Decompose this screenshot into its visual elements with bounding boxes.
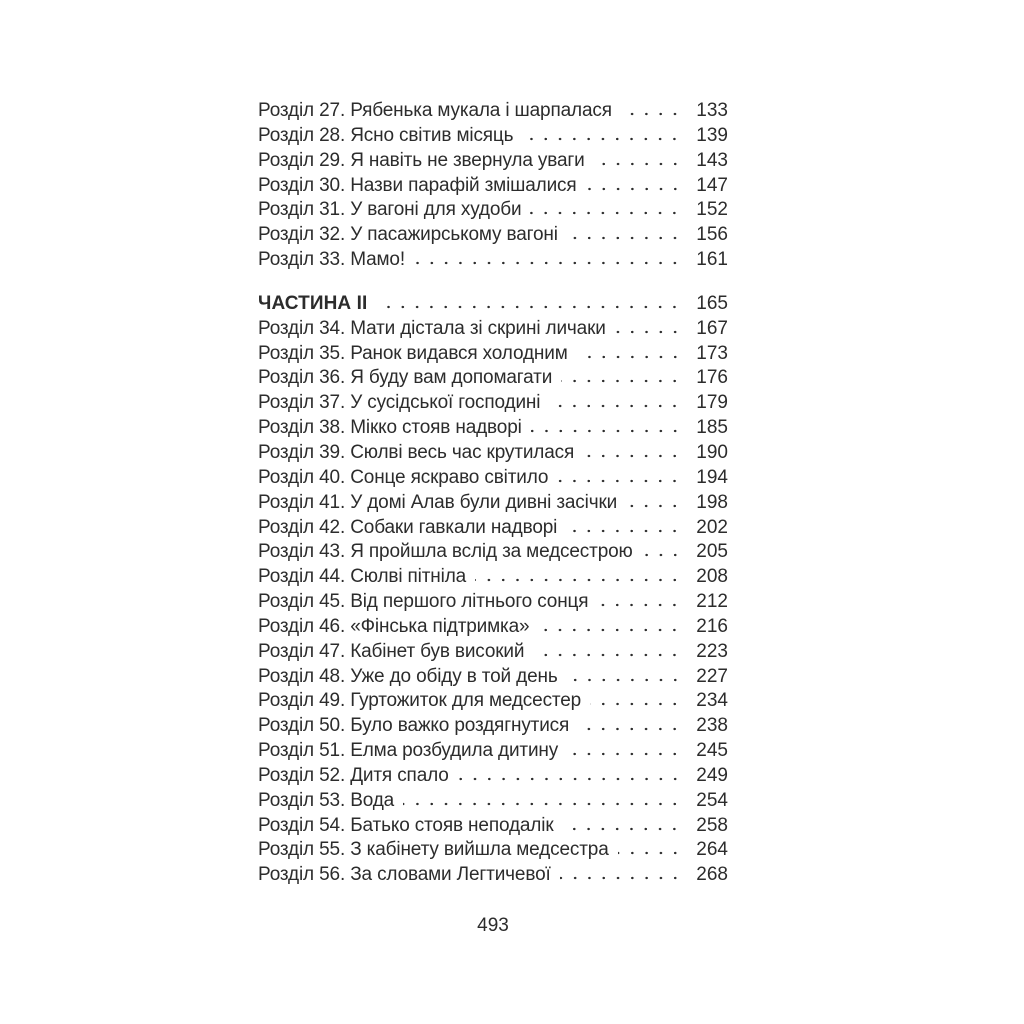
toc-entry-page: 208 [696,566,728,588]
toc-entry-page: 173 [696,342,728,364]
toc-entry [258,124,728,149]
toc-entry [258,366,728,391]
toc-entry-title: Розділ 52. Дитя спало [258,764,449,786]
toc-entry [258,149,728,174]
toc-entry [258,248,728,273]
toc-entry-page: 176 [696,367,728,389]
toc-entry-title: Розділ 50. Було важко роздягнутися [258,715,570,737]
dot-leader [403,802,682,806]
toc-entry-page: 234 [696,690,728,712]
toc-entry [258,516,728,541]
toc-entry-title: Розділ 33. Мамо! [258,249,405,271]
toc-entry-page: 223 [696,640,728,662]
dot-leader [597,603,682,607]
toc-entry [258,441,728,466]
toc-entry-title: Розділ 30. Назви парафій змішалися [258,174,577,196]
toc-entry-page: 202 [696,516,728,538]
toc-entry [258,838,728,863]
toc-entry-title: Розділ 32. У пасажирському вагоні [258,224,558,246]
toc-entry-title: Розділ 29. Я навіть не звернула уваги [258,149,585,171]
dot-leader [561,379,682,383]
toc-entry-page: 143 [696,149,728,171]
toc-entry-title: Розділ 28. Ясно світив місяць [258,124,514,146]
toc-entry-title: Розділ 38. Мікко стояв надворі [258,417,522,439]
toc-entry [258,466,728,491]
toc-entry-title: Розділ 45. Від першого літнього сонця [258,591,589,613]
toc-entry-title: Розділ 55. З кабінету вийшла медсестра [258,839,609,861]
dot-leader [475,578,682,582]
dot-leader [621,112,682,116]
toc-entry [258,764,728,789]
toc-entry-title: Розділ 42. Собаки гавкали надворі [258,516,558,538]
toc-entry [258,714,728,739]
toc-entry-page: 190 [696,441,728,463]
toc-entry-page: 212 [696,591,728,613]
toc-entry-page: 165 [696,292,728,314]
toc-entry-title: Розділ 40. Сонце яскраво світило [258,466,549,488]
toc-entry [258,615,728,640]
dot-leader [567,236,682,240]
toc-entry [258,689,728,714]
toc-entry [258,317,728,342]
toc-entry-title: Розділ 48. Уже до обіду в той день [258,665,558,687]
dot-leader [594,162,682,166]
toc-entry-page: 238 [696,715,728,737]
toc-entry [258,198,728,223]
toc-entry-page: 258 [696,814,728,836]
toc-entry-title: Розділ 35. Ранок видався холодним [258,342,568,364]
toc-entry [258,99,728,124]
toc-entry [258,391,728,416]
toc-entry-page: 205 [696,541,728,563]
toc-entry-page: 167 [696,317,728,339]
dot-leader [530,211,682,215]
dot-leader [557,479,682,483]
dot-leader [567,678,682,682]
dot-leader [522,137,682,141]
dot-leader [578,727,682,731]
toc-entry [258,789,728,814]
toc-entry [258,223,728,248]
toc-section [258,99,728,273]
toc-entry-page: 194 [696,466,728,488]
toc-section-header [258,292,728,317]
dot-leader [414,261,682,265]
toc-entry-page: 254 [696,789,728,811]
toc-entry-title: Розділ 44. Сюлві пітніла [258,566,467,588]
toc-entry [258,491,728,516]
toc-entry [258,814,728,839]
dot-leader [618,851,682,855]
toc-entry-page: 133 [696,100,728,121]
toc-entry-title: Розділ 31. У вагоні для худоби [258,199,522,221]
toc-entry-title: Розділ 46. «Фінська підтримка» [258,615,530,637]
toc-entry [258,640,728,665]
toc-entry-title: Розділ 56. За словами Легтичевої [258,864,551,886]
toc-entry [258,739,728,764]
toc-entry [258,174,728,199]
toc-entry-title: Розділ 36. Я буду вам допомагати [258,367,553,389]
toc-entry-page: 179 [696,392,728,414]
toc-entry [258,863,728,888]
toc-entry [258,565,728,590]
toc-entry-page: 245 [696,740,728,762]
toc-entry-page: 227 [696,665,728,687]
toc-entry-page: 139 [696,124,728,146]
toc-entry-title: ЧАСТИНА II [258,292,368,314]
dot-leader [577,355,682,359]
toc-entry-title: Розділ 27. Рябенька мукала і шарпалася [258,100,612,121]
toc-entry-title: Розділ 39. Сюлві весь час крутилася [258,441,575,463]
dot-leader [615,330,682,334]
toc-entry-title: Розділ 43. Я пройшла вслід за медсестрою [258,541,633,563]
folio-page-number: 493 [477,915,509,936]
toc-entry [258,342,728,367]
toc-entry-title: Розділ 37. У сусідської господині [258,392,541,414]
dot-leader [549,404,682,408]
toc-entry-page: 249 [696,764,728,786]
dot-leader [562,827,682,831]
toc-entry-page: 268 [696,864,728,886]
dot-leader [626,504,682,508]
toc-entry [258,665,728,690]
dot-leader [560,876,682,880]
toc-entry-title: Розділ 49. Гуртожиток для медсестер [258,690,582,712]
toc-entry-page: 156 [696,224,728,246]
toc-entry-page: 147 [696,174,728,196]
dot-leader [642,553,682,557]
toc-entry [258,540,728,565]
toc-entry-title: Розділ 51. Елма розбудила дитину [258,740,559,762]
toc-entry-page: 216 [696,615,728,637]
toc-entry-title: Розділ 34. Мати дістала зі скрині личаки [258,317,606,339]
toc-entry-title: Розділ 53. Вода [258,789,395,811]
toc-entry-page: 152 [696,199,728,221]
toc-entry-title: Розділ 47. Кабінет був високий [258,640,525,662]
toc-entry-title: Розділ 41. У домі Алав були дивні засічки [258,491,618,513]
dot-leader [583,454,682,458]
toc-entry-title: Розділ 54. Батько стояв неподалік [258,814,554,836]
dot-leader [531,429,682,433]
dot-leader [538,628,682,632]
toc-entry-page: 185 [696,417,728,439]
dot-leader [586,187,682,191]
dot-leader [376,305,682,309]
toc-entry [258,416,728,441]
toc-entry-page: 264 [696,839,728,861]
dot-leader [590,702,682,706]
page-footer [258,914,728,938]
dot-leader [566,529,682,533]
table-of-contents [258,99,728,888]
toc-section [258,292,728,888]
dot-leader [458,777,682,781]
dot-leader [567,752,682,756]
toc-entry-page: 161 [696,249,728,271]
dot-leader [533,653,682,657]
toc-entry [258,590,728,615]
toc-entry-page: 198 [696,491,728,513]
